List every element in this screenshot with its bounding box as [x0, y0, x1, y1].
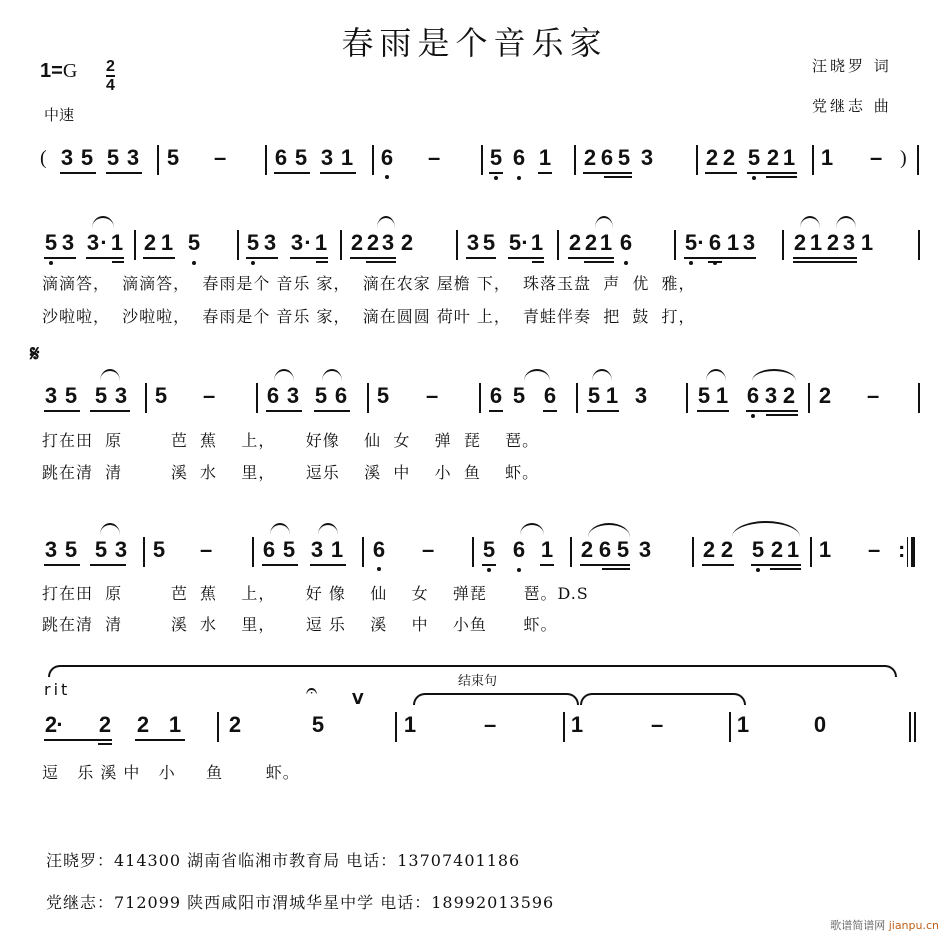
- beam: [708, 261, 722, 263]
- note: 2: [818, 383, 832, 408]
- staff-line-verse-b: [0, 383, 949, 423]
- note: 5: [311, 712, 325, 737]
- note: 5: [64, 537, 78, 562]
- note: 3: [466, 230, 480, 255]
- note: 5: [751, 537, 765, 562]
- slur: [322, 369, 342, 381]
- barline: [481, 145, 483, 175]
- slur: [520, 523, 544, 535]
- note: 3: [114, 383, 128, 408]
- note: 1: [110, 230, 124, 255]
- dash: –: [200, 537, 213, 562]
- note: 3: [634, 383, 648, 408]
- dash: –: [651, 712, 664, 737]
- note: 6: [274, 145, 288, 170]
- repeat-dots: :: [898, 537, 906, 562]
- beam: [705, 172, 737, 174]
- note: 2: [766, 145, 780, 170]
- note: 6: [598, 537, 612, 562]
- note: 2: [770, 537, 784, 562]
- beam: [466, 257, 496, 259]
- note: 6: [543, 383, 557, 408]
- note: 5: [489, 145, 503, 170]
- slur: [92, 216, 114, 228]
- beam: [568, 257, 614, 259]
- note: 6: [266, 383, 280, 408]
- beam: [538, 172, 552, 174]
- dash: –: [203, 383, 216, 408]
- barline: [145, 383, 147, 413]
- note: 3: [742, 230, 756, 255]
- note: 5: [747, 145, 761, 170]
- watermark-text: 歌谱简谱网: [830, 919, 886, 932]
- open-paren: (: [40, 147, 47, 169]
- staff-line-verse-a: [0, 230, 949, 270]
- note: 2: [136, 712, 150, 737]
- key-signature: [40, 60, 77, 83]
- beam: [508, 257, 544, 259]
- barline: [810, 537, 812, 567]
- note: 1: [570, 712, 584, 737]
- barline: [143, 537, 145, 567]
- barline: [782, 230, 784, 260]
- beam: [584, 261, 614, 263]
- beam: [482, 564, 496, 566]
- note: 3: [61, 230, 75, 255]
- dash: –: [422, 537, 435, 562]
- lyricist-contact: 汪晓罗：414300 湖南省临湘市教育局 电话：13707401186: [46, 851, 521, 870]
- key-label: 1=: [40, 60, 63, 82]
- slur: [270, 523, 290, 535]
- dot-note: ·: [697, 230, 705, 255]
- ending-label: 结束句: [458, 674, 498, 689]
- note: 1: [599, 230, 613, 255]
- note: 5: [154, 383, 168, 408]
- slur: [377, 216, 395, 228]
- barline: [696, 145, 698, 175]
- note: 5: [482, 230, 496, 255]
- barline: [918, 383, 920, 413]
- note: 5: [246, 230, 260, 255]
- time-signature: [106, 58, 115, 94]
- lyricist-credit: 汪晓罗 词: [812, 57, 892, 75]
- note: 2: [702, 537, 716, 562]
- beam: [697, 410, 729, 412]
- barline: [917, 145, 919, 175]
- note: 6: [619, 230, 633, 255]
- barline: [479, 383, 481, 413]
- final-barline: [909, 712, 911, 742]
- note: 1: [530, 230, 544, 255]
- barline: [217, 712, 219, 742]
- close-paren: ): [900, 147, 907, 169]
- lyrics-verse-a-2: 沙啦啦， 沙啦啦， 春雨是个 音乐 家， 滴在圆圆 荷叶 上， 青蛙伴奏 把 鼓 打，: [42, 307, 696, 326]
- note: 2: [583, 145, 597, 170]
- slur: [274, 369, 294, 381]
- note: 5: [684, 230, 698, 255]
- beam: [310, 564, 346, 566]
- note: 2: [705, 145, 719, 170]
- barline: [237, 230, 239, 260]
- barline: [372, 145, 374, 175]
- low-octave-dot: [494, 176, 498, 180]
- final-barline: [914, 712, 916, 742]
- fermata-icon: 𝄐: [306, 678, 318, 702]
- beam: [135, 739, 185, 741]
- barline: [362, 537, 364, 567]
- slur: [588, 523, 630, 537]
- note: 3: [126, 145, 140, 170]
- note: 5: [616, 537, 630, 562]
- beam: [90, 410, 130, 412]
- beam: [583, 172, 632, 174]
- slur: [524, 369, 550, 381]
- staff-line-intro: [0, 145, 949, 185]
- note: 6: [262, 537, 276, 562]
- note: 1: [786, 537, 800, 562]
- ending-bracket-1: [413, 693, 579, 705]
- beam: [793, 261, 857, 263]
- note: 2: [400, 230, 414, 255]
- note: 5: [64, 383, 78, 408]
- beam: [44, 410, 80, 412]
- barline: [692, 537, 694, 567]
- beam: [540, 564, 554, 566]
- beam: [543, 410, 557, 412]
- beam: [580, 564, 630, 566]
- dot-note: ·: [56, 712, 64, 737]
- note: 2: [350, 230, 364, 255]
- note: 3: [286, 383, 300, 408]
- beam: [766, 414, 798, 416]
- slur: [100, 369, 120, 381]
- barline: [557, 230, 559, 260]
- note: 2: [228, 712, 242, 737]
- note: 1: [820, 145, 834, 170]
- beam: [602, 568, 630, 570]
- slur: [836, 216, 856, 228]
- note: 3: [44, 537, 58, 562]
- barline: [157, 145, 159, 175]
- beam: [702, 564, 734, 566]
- note: 3: [764, 383, 778, 408]
- lyrics-verse-a-1: 滴滴答， 滴滴答， 春雨是个 音乐 家， 滴在农家 屋檐 下， 珠落玉盘 声 优 雅，: [42, 274, 696, 293]
- barline: [367, 383, 369, 413]
- note: 5: [294, 145, 308, 170]
- barline: [563, 712, 565, 742]
- barline: [256, 383, 258, 413]
- beam: [532, 261, 544, 263]
- note: 6: [380, 145, 394, 170]
- time-bottom: 4: [106, 77, 115, 94]
- dash: –: [870, 145, 883, 170]
- beam: [262, 564, 298, 566]
- note: 6: [334, 383, 348, 408]
- barline: [576, 383, 578, 413]
- segno-icon: 𝄋: [30, 342, 40, 367]
- final-barline: [911, 537, 915, 567]
- barline: [134, 230, 136, 260]
- barline: [265, 145, 267, 175]
- note: 1: [538, 145, 552, 170]
- beam: [314, 410, 350, 412]
- note: 6: [746, 383, 760, 408]
- barline: [574, 145, 576, 175]
- note: 1: [860, 230, 874, 255]
- low-octave-dot: [517, 176, 521, 180]
- note: 3: [381, 230, 395, 255]
- note: 1: [340, 145, 354, 170]
- dash: –: [868, 537, 881, 562]
- beam: [350, 257, 396, 259]
- note: 3: [290, 230, 304, 255]
- note: 2: [98, 712, 112, 737]
- low-octave-dot: [377, 567, 381, 571]
- beam: [98, 743, 112, 745]
- note: 1: [809, 230, 823, 255]
- note: 3: [640, 145, 654, 170]
- dot-note: ·: [100, 230, 108, 255]
- note: 6: [600, 145, 614, 170]
- time-top: 2: [106, 58, 115, 75]
- note: 5: [697, 383, 711, 408]
- note: 0: [813, 712, 827, 737]
- beam: [90, 564, 126, 566]
- note: 1: [715, 383, 729, 408]
- low-octave-dot: [517, 568, 521, 572]
- beam: [751, 564, 801, 566]
- dash: –: [214, 145, 227, 170]
- note: 3: [60, 145, 74, 170]
- dash: –: [426, 383, 439, 408]
- lyrics-verse-b-2: 跳在清 清 溪 水 里， 逗乐 溪 中 小 鱼 虾。: [42, 463, 540, 482]
- note: 3: [310, 537, 324, 562]
- note: 5: [106, 145, 120, 170]
- beam: [489, 172, 503, 174]
- beam: [604, 176, 632, 178]
- slur: [592, 369, 612, 381]
- beam: [290, 257, 328, 259]
- note: 5: [187, 230, 201, 255]
- breath-mark: V: [352, 690, 364, 708]
- note: 5: [508, 230, 522, 255]
- dash: –: [428, 145, 441, 170]
- note: 3: [638, 537, 652, 562]
- note: 2: [143, 230, 157, 255]
- low-octave-dot: [49, 261, 53, 265]
- note: 1: [168, 712, 182, 737]
- composer-contact: 党继志：712099 陕西咸阳市渭城华星中学 电话：18992013596: [46, 893, 555, 912]
- beam: [106, 172, 142, 174]
- barline: [729, 712, 731, 742]
- note: 5: [482, 537, 496, 562]
- note: 2: [793, 230, 807, 255]
- barline: [674, 230, 676, 260]
- beam: [684, 257, 756, 259]
- beam: [316, 261, 328, 263]
- beam: [266, 410, 302, 412]
- slur: [732, 521, 800, 537]
- note: 6: [512, 537, 526, 562]
- key-note: G: [62, 60, 78, 82]
- staff-line-ending: [0, 712, 949, 752]
- note: 2: [580, 537, 594, 562]
- barline: [340, 230, 342, 260]
- note: 6: [512, 145, 526, 170]
- note: 6: [489, 383, 503, 408]
- note: 2: [568, 230, 582, 255]
- slur: [595, 216, 613, 228]
- lyrics-verse-b-1: 打在田 原 芭 蕉 上， 好像 仙 女 弹 琵 琶。: [42, 431, 540, 450]
- beam: [44, 564, 80, 566]
- slur: [100, 523, 120, 535]
- dot-note: ·: [521, 230, 529, 255]
- ending-bracket-2: [580, 693, 746, 705]
- beam: [246, 257, 278, 259]
- barline: [918, 230, 920, 260]
- beam: [747, 172, 797, 174]
- note: 2: [366, 230, 380, 255]
- note: 2: [584, 230, 598, 255]
- slur: [752, 369, 796, 381]
- note: 2: [826, 230, 840, 255]
- note: 5: [44, 230, 58, 255]
- note: 1: [736, 712, 750, 737]
- beam: [770, 568, 801, 570]
- note: 5: [94, 537, 108, 562]
- lyrics-ending: 逗 乐 溪 中 小 鱼 虾。: [42, 763, 300, 782]
- barline: [812, 145, 814, 175]
- barline: [907, 537, 908, 567]
- low-octave-dot: [689, 261, 693, 265]
- slur: [706, 369, 726, 381]
- beam: [746, 410, 798, 412]
- lyrics-verse-c-1: 打在田 原 芭 蕉 上， 好 像 仙 女 弹琵 琶。D.S: [42, 584, 589, 603]
- note: 1: [330, 537, 344, 562]
- note: 3: [114, 537, 128, 562]
- low-octave-dot: [624, 261, 628, 265]
- beam: [274, 172, 310, 174]
- note: 5: [314, 383, 328, 408]
- note: 5: [617, 145, 631, 170]
- note: 5: [376, 383, 390, 408]
- composer-credit: 党继志 曲: [812, 97, 892, 115]
- barline: [395, 712, 397, 742]
- note: 1: [726, 230, 740, 255]
- barline: [456, 230, 458, 260]
- watermark: [830, 917, 939, 933]
- beam: [60, 172, 96, 174]
- note: 5: [282, 537, 296, 562]
- note: 1: [540, 537, 554, 562]
- note: 3: [86, 230, 100, 255]
- note: 2: [44, 712, 58, 737]
- beam: [143, 257, 175, 259]
- note: 2: [720, 537, 734, 562]
- note: 5: [152, 537, 166, 562]
- note: 5: [166, 145, 180, 170]
- note: 1: [160, 230, 174, 255]
- beam: [489, 410, 503, 412]
- beam: [112, 261, 124, 263]
- beam: [86, 257, 124, 259]
- rit-label: rit: [44, 680, 71, 699]
- low-octave-dot: [752, 176, 756, 180]
- note: 3: [842, 230, 856, 255]
- low-octave-dot: [192, 261, 196, 265]
- note: 3: [44, 383, 58, 408]
- note: 2: [782, 383, 796, 408]
- note: 5: [512, 383, 526, 408]
- slur: [318, 523, 338, 535]
- note: 5: [80, 145, 94, 170]
- note: 6: [708, 230, 722, 255]
- note: 3: [263, 230, 277, 255]
- note: 1: [782, 145, 796, 170]
- barline: [570, 537, 572, 567]
- slur: [800, 216, 820, 228]
- barline: [686, 383, 688, 413]
- dash: –: [867, 383, 880, 408]
- beam: [44, 257, 76, 259]
- beam: [587, 410, 619, 412]
- note: 6: [372, 537, 386, 562]
- tempo-marking: 中速: [44, 106, 75, 124]
- staff-line-verse-c: [0, 537, 949, 577]
- low-octave-dot: [487, 568, 491, 572]
- note: 1: [403, 712, 417, 737]
- low-octave-dot: [756, 568, 760, 572]
- note: 3: [320, 145, 334, 170]
- note: 5: [94, 383, 108, 408]
- dot-note: ·: [304, 230, 312, 255]
- barline: [808, 383, 810, 413]
- dash: –: [484, 712, 497, 737]
- beam: [44, 739, 112, 741]
- note: 1: [605, 383, 619, 408]
- note: 5: [587, 383, 601, 408]
- beam: [320, 172, 356, 174]
- beam: [366, 261, 396, 263]
- note: 2: [722, 145, 736, 170]
- beam: [793, 257, 857, 259]
- low-octave-dot: [385, 175, 389, 179]
- low-octave-dot: [751, 414, 755, 418]
- low-octave-dot: [251, 261, 255, 265]
- barline: [472, 537, 474, 567]
- note: 1: [818, 537, 832, 562]
- barline: [252, 537, 254, 567]
- note: 1: [314, 230, 328, 255]
- song-title: 春雨是个音乐家: [341, 24, 608, 62]
- beam: [766, 176, 797, 178]
- lyrics-verse-c-2: 跳在清 清 溪 水 里， 逗 乐 溪 中 小鱼 虾。: [42, 615, 558, 634]
- watermark-domain: jianpu.cn: [888, 919, 939, 932]
